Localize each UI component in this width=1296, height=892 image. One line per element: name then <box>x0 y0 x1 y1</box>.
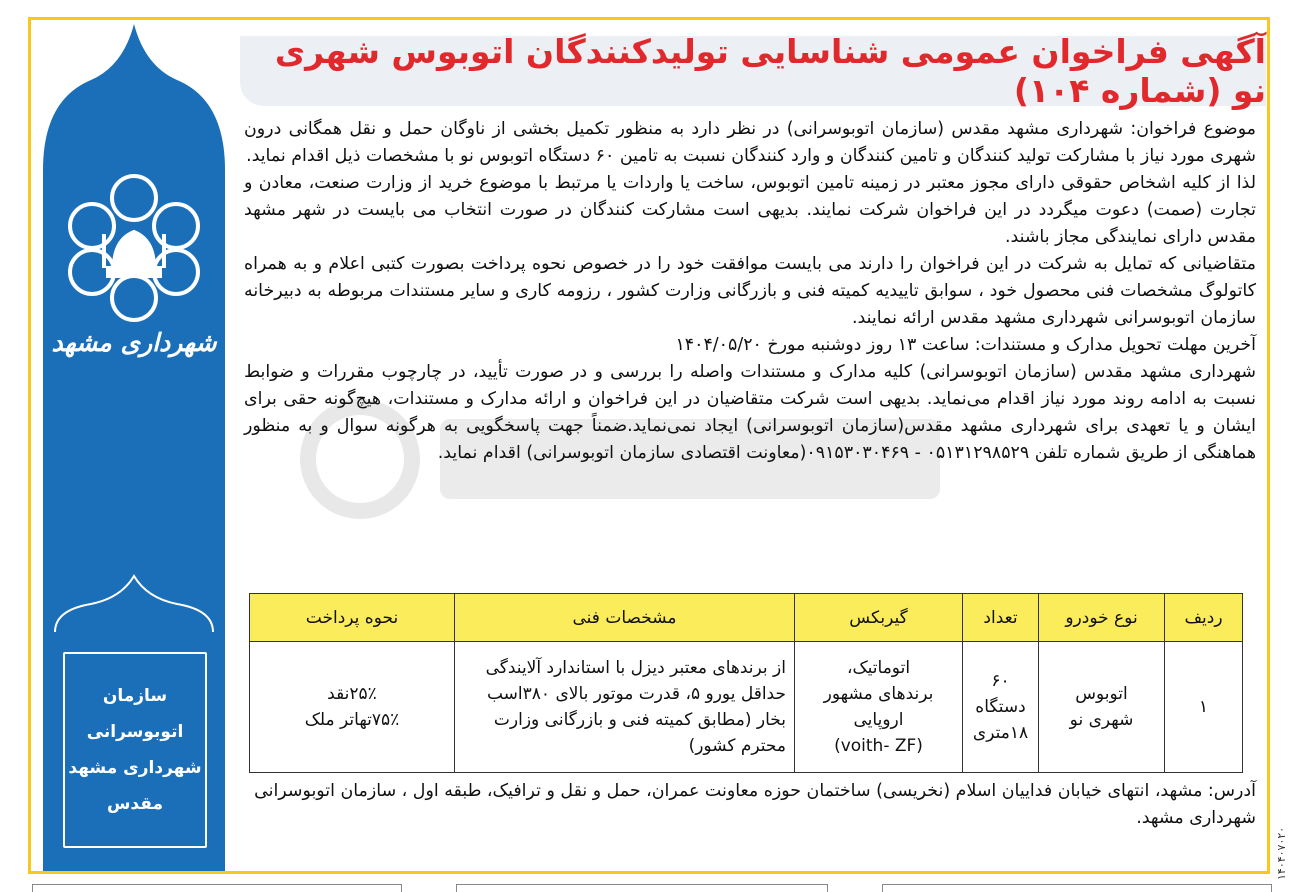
header-vehicle-type: نوع خودرو <box>1039 594 1165 642</box>
table-row <box>250 642 1243 773</box>
cell-row-number: ۱ <box>1165 642 1243 773</box>
paragraph: موضوع فراخوان: شهرداری مشهد مقدس (سازمان اتوبوسرانی) در نظر دارد به منظور تکمیل بخشی از ناوگان حمل و نقل همگانی درون شهری مورد نیاز با مشارکت تولید کنندگان و تامین کنندگان و وارد کنندگان نسبت به تامین ۶۰ دستگاه اتوبوس نو با مشخصات ذیل اقدام نماید. <box>244 119 1256 166</box>
bottom-strip <box>456 884 828 892</box>
cell-technical-specs: از برندهای معتبر دیزل با استاندارد آلایندگی حداقل یورو ۵، قدرت موتور بالای ۳۸۰اسب بخار (مطابق کمیته فنی و بازرگانی وزارت محترم کشور) <box>455 642 795 773</box>
side-code: ۱۴۰۴۰۷۰۲۰ <box>1275 826 1288 880</box>
header-row-number: ردیف <box>1165 594 1243 642</box>
organization-box <box>63 652 207 848</box>
sidebar <box>31 20 237 871</box>
paragraph: شهرداری مشهد مقدس (سازمان اتوبوسرانی) کلیه مدارک و مستندات واصله را بررسی و در صورت تأیید، در چارچوب مقررات و ضوابط نسبت به ادامه روند مورد نیاز اقدام می‌نماید. بدیهی است شرکت متقاضیان در این فراخوان و ارائه مدارک و مستندات، هیچ‌گونه حقی برای ایشان و یا تعهدی برای شهرداری مشهد مقدس(سازمان اتوبوسرانی) ایجاد نمی‌نماید.ضمناً جهت پاسخگویی به هرگونه سوال و به منظور هماهنگی از طریق شماره تلفن ۰۵۱۳۱۲۹۸۵۲۹ - ۰۹۱۵۳۰۳۰۴۶۹(معاونت اقتصادی سازمان اتوبوسرانی) اقدام نماید. <box>244 362 1256 463</box>
announcement-body <box>244 116 1256 467</box>
deadline-paragraph: آخرین مهلت تحویل مدارک و مستندات: ساعت ۱۳ روز دوشنبه مورخ ۱۴۰۴/۰۵/۲۰ <box>675 335 1256 355</box>
bottom-strip <box>882 884 1272 892</box>
header-gearbox: گیربکس <box>795 594 963 642</box>
cell-payment-method: ۲۵٪نقد ۷۵٪تهاتر ملک <box>250 642 455 773</box>
paragraph: لذا از کلیه اشخاص حقوقی دارای مجوز معتبر در زمینه تامین اتوبوس، ساخت یا واردات یا مرتبط با موضوع خرید از وزارت صنعت، معادن و تجارت (صمت) دعوت میگردد در این فراخوان شرکت نمایند. بدیهی است مشارکت کنندگان در صورت انتخاب می بایست در شهر مشهد مقدس دارای نمایندگی مجاز باشند. <box>244 173 1256 247</box>
logo-caption: شهرداری مشهد <box>51 328 217 357</box>
bottom-strip <box>32 884 402 892</box>
specification-table <box>249 593 1243 773</box>
cell-count: ۶۰ دستگاه ۱۸متری <box>963 642 1039 773</box>
organization-line: شهرداری مشهد <box>68 758 202 778</box>
cell-vehicle-type: اتوبوس شهری نو <box>1039 642 1165 773</box>
address-text: آدرس: مشهد، انتهای خیابان فداییان اسلام (نخریسی) ساختمان حوزه معاونت عمران، حمل و نقل و ترافیک، طبقه اول ، سازمان اتوبوسرانی شهرداری مشهد. <box>254 781 1256 828</box>
organization-line: اتوبوسرانی <box>86 722 184 742</box>
organization-line: مقدس <box>106 794 164 814</box>
cell-gearbox: اتوماتیک، برندهای مشهور اروپایی (voith- ZF) <box>795 642 963 773</box>
table-header-row <box>250 594 1243 642</box>
paragraph: متقاضیانی که تمایل به شرکت در این فراخوان را دارند می بایست موافقت خود را در خصوص نحوه پرداخت بصورت کتبی اعلام و به همراه کاتولوگ مشخصات فنی محصول خود ، سوابق تاییدیه کمیته فنی و بازرگانی وزارت کشور ، رزومه کاری و سایر مستندات مربوطه به دبیرخانه سازمان اتوبوسرانی شهرداری مشهد مقدس ارائه نمایند. <box>244 254 1256 328</box>
organization-line: سازمان <box>102 686 168 706</box>
header-count: تعداد <box>963 594 1039 642</box>
header-payment-method: نحوه پرداخت <box>250 594 455 642</box>
title-bar <box>240 32 1266 110</box>
header-technical-specs: مشخصات فنی <box>455 594 795 642</box>
page-title: آگهی فراخوان عمومی شناسایی تولیدکنندگان اتوبوس شهری نو (شماره ۱۰۴) <box>274 32 1266 110</box>
